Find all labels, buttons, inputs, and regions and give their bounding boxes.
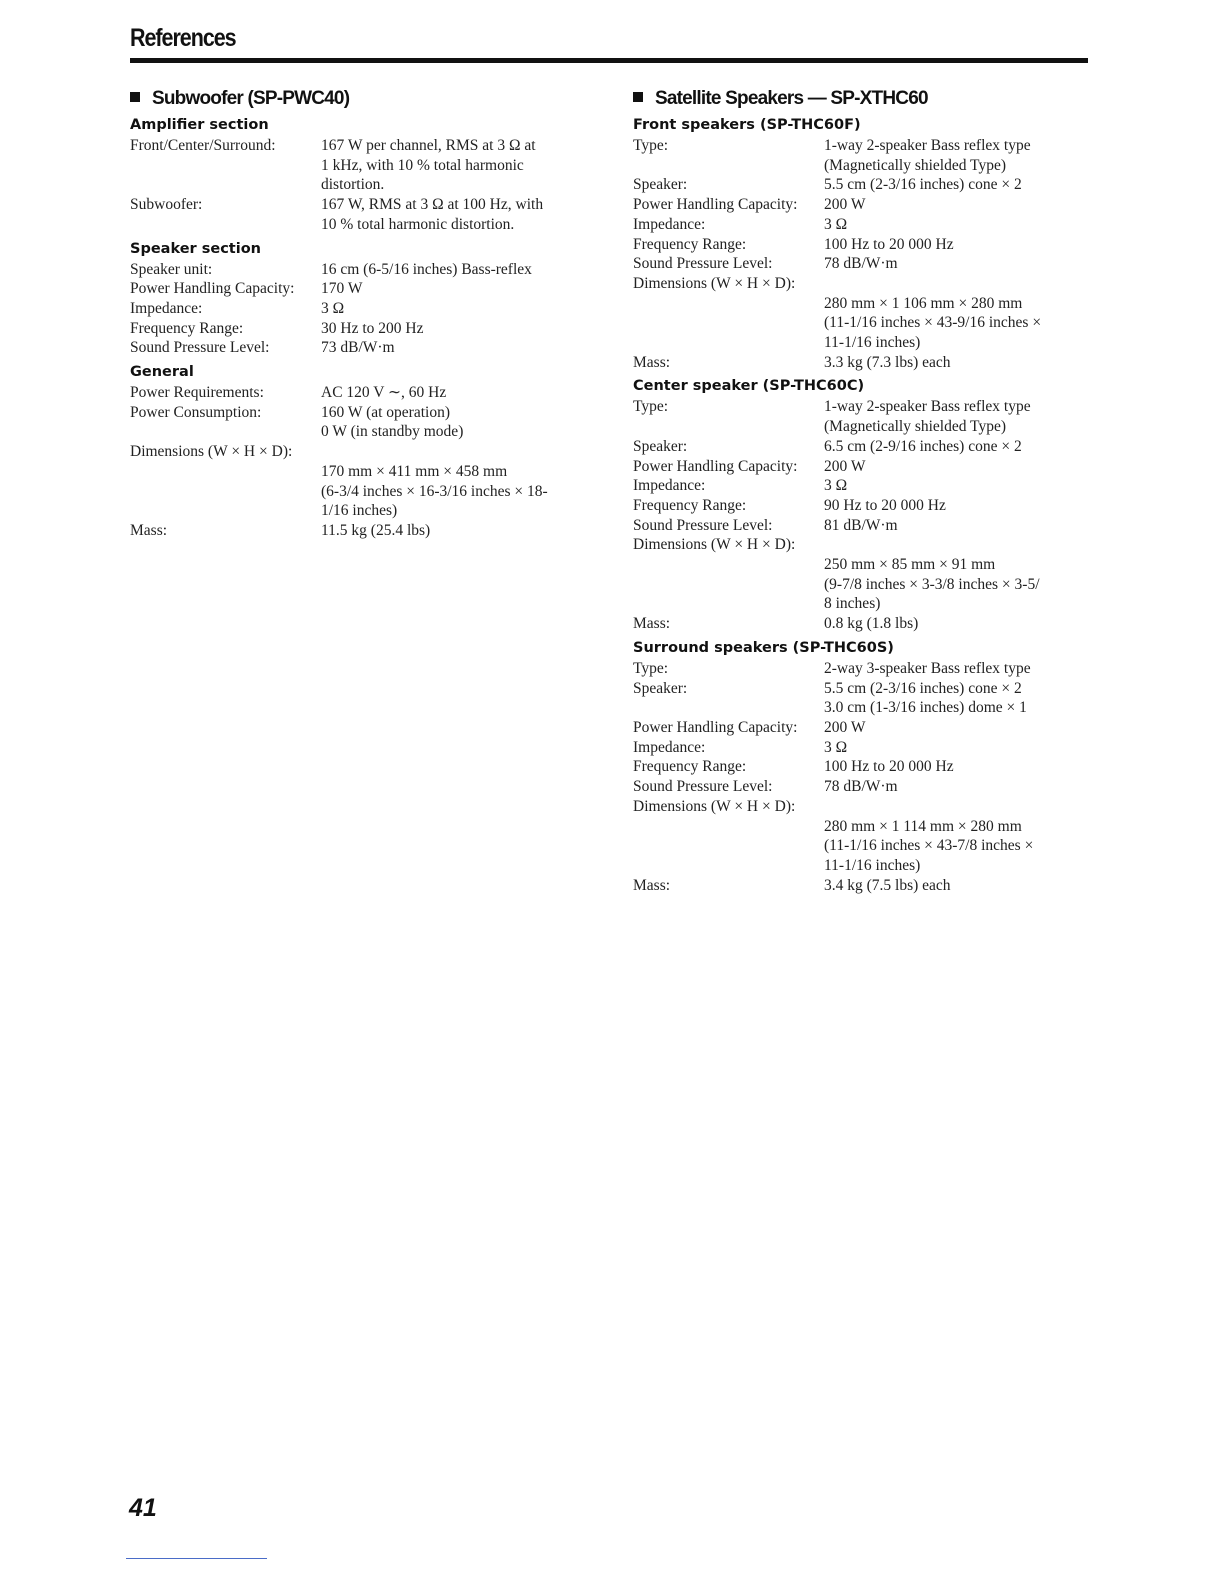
spec-values	[321, 260, 590, 280]
spec-values	[824, 175, 1093, 195]
page-header	[130, 24, 1088, 53]
spec-row-impedance	[633, 215, 1093, 235]
spec-label: Frequency Range:	[633, 496, 747, 514]
spec-label: Mass:	[633, 353, 671, 371]
spec-row-power-handling-capacity	[633, 195, 1093, 215]
spec-row-type	[633, 136, 1093, 175]
spec-value: 170 mm × 411 mm × 458 mm	[321, 462, 508, 480]
spec-values	[824, 353, 1093, 373]
spec-value: 1/16 inches)	[321, 502, 398, 520]
spec-label: Power Handling Capacity:	[633, 457, 798, 475]
satellite-column	[633, 86, 1093, 898]
spec-value: (Magnetically shielded Type)	[824, 418, 1006, 436]
spec-value: 11-1/16 inches)	[824, 334, 921, 352]
spec-value: 160 W (at operation)	[321, 403, 450, 421]
spec-value: 167 W, RMS at 3 Ω at 100 Hz, with	[321, 196, 544, 214]
spec-value: 90 Hz to 20 000 Hz	[824, 496, 946, 514]
spec-values	[824, 718, 1093, 738]
spec-label: Impedance:	[633, 738, 706, 756]
spec-label: Dimensions (W × H × D):	[633, 536, 796, 554]
spec-value: 30 Hz to 200 Hz	[321, 319, 424, 337]
spec-values	[824, 876, 1093, 896]
spec-row-impedance	[633, 738, 1093, 758]
spec-value: 78 dB/W·m	[824, 778, 898, 796]
spec-value: (9-7/8 inches × 3-3/8 inches × 3-5/	[824, 575, 1040, 593]
spec-label: Speaker unit:	[130, 260, 213, 278]
spec-values	[824, 235, 1093, 255]
spec-row-frequency-range	[130, 319, 590, 339]
spec-label: Power Handling Capacity:	[130, 280, 295, 298]
spec-values	[824, 437, 1093, 457]
spec-label: Dimensions (W × H × D):	[130, 443, 293, 461]
spec-label: Frequency Range:	[633, 758, 747, 776]
square-bullet-icon	[633, 92, 643, 102]
spec-value: 250 mm × 85 mm × 91 mm	[824, 556, 996, 574]
spec-values	[321, 299, 590, 319]
spec-value: 11.5 kg (25.4 lbs)	[321, 521, 431, 539]
page-title: References	[130, 24, 236, 52]
spec-values	[321, 521, 590, 541]
spec-label: Impedance:	[130, 299, 203, 317]
subsection-title: Amplifier section	[130, 117, 269, 133]
spec-values	[824, 659, 1093, 679]
spec-row-mass	[130, 521, 590, 541]
spec-value: 2-way 3-speaker Bass reflex type	[824, 659, 1031, 677]
spec-label: Type:	[633, 137, 669, 154]
spec-value: 167 W per channel, RMS at 3 Ω at	[321, 137, 536, 154]
spec-value: 6.5 cm (2-9/16 inches) cone × 2	[824, 437, 1022, 455]
page-number: 41	[129, 1494, 157, 1522]
spec-values	[824, 136, 1093, 175]
spec-values	[824, 215, 1093, 235]
spec-value: 3 Ω	[824, 477, 848, 495]
spec-values	[633, 817, 1093, 876]
spec-values	[824, 476, 1093, 496]
spec-value: 100 Hz to 20 000 Hz	[824, 758, 954, 776]
spec-label: Power Requirements:	[130, 384, 264, 402]
spec-value: 3 Ω	[321, 299, 345, 317]
spec-label: Frequency Range:	[130, 319, 244, 337]
spec-value: 8 inches)	[824, 595, 881, 613]
spec-value: 1-way 2-speaker Bass reflex type	[824, 398, 1031, 416]
spec-row-sound-pressure-level	[633, 516, 1093, 536]
spec-value: 0 W (in standby mode)	[321, 423, 464, 441]
spec-value: 81 dB/W·m	[824, 516, 898, 534]
spec-value: 3 Ω	[824, 738, 848, 756]
spec-value: (11-1/16 inches × 43-9/16 inches ×	[824, 314, 1042, 332]
spec-values	[321, 319, 590, 339]
spec-values	[824, 738, 1093, 758]
subsection-gap	[130, 541, 590, 544]
section-title-text: Subwoofer (SP-PWC40)	[152, 88, 350, 109]
spec-values	[321, 195, 590, 234]
spec-values	[130, 462, 590, 521]
spec-values	[321, 136, 590, 195]
spec-label: Dimensions (W × H × D):	[633, 274, 796, 292]
section-title	[130, 86, 590, 114]
spec-values	[633, 555, 1093, 614]
spec-label: Mass:	[633, 615, 671, 633]
footer-rule	[126, 1558, 267, 1559]
spec-value: 5.5 cm (2-3/16 inches) cone × 2	[824, 679, 1022, 697]
spec-label: Speaker:	[633, 176, 688, 194]
square-bullet-icon	[130, 92, 140, 102]
spec-value: 3.3 kg (7.3 lbs) each	[824, 353, 951, 371]
spec-values	[824, 679, 1093, 718]
subsections	[633, 114, 1093, 898]
spec-row-frequency-range	[633, 496, 1093, 516]
spec-label: Sound Pressure Level:	[130, 339, 270, 357]
spec-label: Power Consumption:	[130, 403, 262, 421]
spec-label: Speaker:	[633, 437, 688, 455]
spec-value: 16 cm (6-5/16 inches) Bass-reflex	[321, 260, 532, 278]
spec-row-dimensions-w-h-d	[633, 535, 1093, 614]
spec-values	[321, 279, 590, 299]
subsection-title: Front speakers (SP-THC60F)	[633, 117, 861, 133]
section-title	[633, 86, 1093, 114]
spec-row-speaker	[633, 175, 1093, 195]
spec-value: 78 dB/W·m	[824, 255, 898, 273]
spec-values	[824, 516, 1093, 536]
spec-label: Type:	[633, 398, 669, 416]
spec-label: Power Handling Capacity:	[633, 718, 798, 736]
spec-label: Mass:	[130, 521, 168, 539]
spec-row-sound-pressure-level	[130, 338, 590, 358]
spec-value: 280 mm × 1 114 mm × 280 mm	[824, 817, 1022, 835]
spec-values	[824, 397, 1093, 436]
spec-value: 1-way 2-speaker Bass reflex type	[824, 137, 1031, 154]
subsections	[130, 114, 590, 544]
spec-row-subwoofer	[130, 195, 590, 234]
spec-value: 0.8 kg (1.8 lbs)	[824, 615, 919, 633]
spec-value: 3.0 cm (1-3/16 inches) dome × 1	[824, 699, 1027, 717]
spec-values	[824, 614, 1093, 634]
subsection-title: General	[130, 364, 194, 381]
spec-row-speaker	[633, 679, 1093, 718]
spec-label: Sound Pressure Level:	[633, 778, 773, 796]
spec-value: 200 W	[824, 457, 866, 475]
spec-values	[824, 457, 1093, 477]
spec-row-dimensions-w-h-d	[130, 442, 590, 521]
spec-row-sound-pressure-level	[633, 254, 1093, 274]
section-title-text: Satellite Speakers — SP-XTHC60	[655, 88, 928, 109]
spec-row-speaker	[633, 437, 1093, 457]
spec-value: 200 W	[824, 718, 866, 736]
spec-value: 3.4 kg (7.5 lbs) each	[824, 876, 951, 894]
spec-label: Type:	[633, 659, 669, 677]
spec-label: Mass:	[633, 876, 671, 894]
spec-values	[633, 294, 1093, 353]
spec-label: Subwoofer:	[130, 196, 203, 214]
spec-value: 5.5 cm (2-3/16 inches) cone × 2	[824, 176, 1022, 194]
spec-row-front-center-surround	[130, 136, 590, 195]
spec-value: (11-1/16 inches × 43-7/8 inches ×	[824, 837, 1034, 855]
subsection-title: Surround speakers (SP-THC60S)	[633, 639, 894, 656]
spec-row-sound-pressure-level	[633, 777, 1093, 797]
spec-row-power-requirements	[130, 383, 590, 403]
spec-value: distortion.	[321, 176, 385, 194]
spec-row-type	[633, 397, 1093, 436]
subwoofer-column	[130, 86, 590, 544]
spec-row-dimensions-w-h-d	[633, 797, 1093, 876]
spec-value: 3 Ω	[824, 215, 848, 233]
spec-values	[824, 254, 1093, 274]
spec-values	[824, 777, 1093, 797]
spec-values	[824, 195, 1093, 215]
spec-row-impedance	[633, 476, 1093, 496]
spec-value: 11-1/16 inches)	[824, 856, 921, 874]
spec-value: 170 W	[321, 280, 363, 298]
spec-values	[824, 496, 1093, 516]
spec-value: 100 Hz to 20 000 Hz	[824, 235, 954, 253]
spec-values	[321, 383, 590, 403]
spec-row-power-consumption	[130, 403, 590, 442]
spec-row-power-handling-capacity	[633, 718, 1093, 738]
spec-row-impedance	[130, 299, 590, 319]
spec-value: 10 % total harmonic distortion.	[321, 215, 515, 233]
spec-label: Front/Center/Surround:	[130, 137, 276, 154]
spec-row-power-handling-capacity	[633, 457, 1093, 477]
spec-row-mass	[633, 876, 1093, 896]
spec-row-dimensions-w-h-d	[633, 274, 1093, 353]
subsection-gap	[633, 895, 1093, 898]
spec-label: Speaker:	[633, 679, 688, 697]
spec-value: 73 dB/W·m	[321, 339, 395, 357]
spec-values	[321, 403, 590, 442]
spec-row-speaker-unit	[130, 260, 590, 280]
spec-values	[824, 757, 1093, 777]
spec-row-type	[633, 659, 1093, 679]
spec-label: Power Handling Capacity:	[633, 196, 798, 214]
spec-value: AC 120 V ∼, 60 Hz	[321, 384, 447, 402]
spec-row-power-handling-capacity	[130, 279, 590, 299]
spec-label: Frequency Range:	[633, 235, 747, 253]
spec-label: Dimensions (W × H × D):	[633, 797, 796, 815]
spec-value: (6-3/4 inches × 16-3/16 inches × 18-	[321, 482, 548, 500]
subsection-title: Center speaker (SP-THC60C)	[633, 378, 865, 395]
spec-label: Sound Pressure Level:	[633, 516, 773, 534]
spec-row-frequency-range	[633, 235, 1093, 255]
spec-label: Impedance:	[633, 477, 706, 495]
spec-label: Impedance:	[633, 215, 706, 233]
subsection-title: Speaker section	[130, 240, 261, 257]
spec-value: 200 W	[824, 196, 866, 214]
spec-value: (Magnetically shielded Type)	[824, 156, 1006, 174]
spec-label: Sound Pressure Level:	[633, 255, 773, 273]
spec-value: 280 mm × 1 106 mm × 280 mm	[824, 294, 1023, 312]
spec-values	[321, 338, 590, 358]
spec-value: 1 kHz, with 10 % total harmonic	[321, 156, 524, 174]
spec-row-mass	[633, 614, 1093, 634]
spec-row-mass	[633, 353, 1093, 373]
header-rule	[130, 58, 1088, 63]
spec-row-frequency-range	[633, 757, 1093, 777]
